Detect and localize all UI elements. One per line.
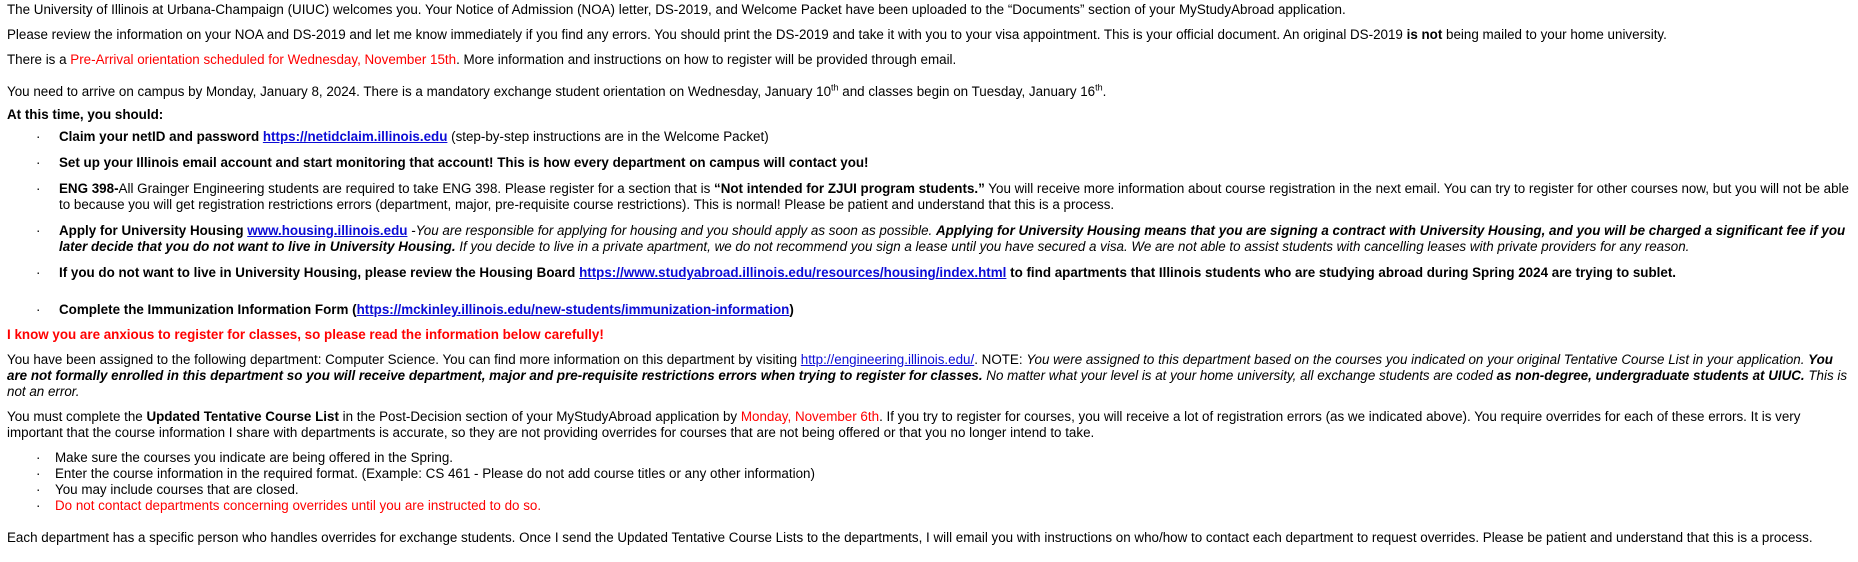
list-item-email: · Set up your Illinois email account and start monitoring that account! This is how every department on campus will contact you! [36,155,869,170]
department-paragraph: You have been assigned to the following department: Computer Science. You can find more information on this department by visiting http://engineering.illinois.edu/. NOTE: You were assigned to this department based on the courses you indicated on your original Tentative Course List in your application. You are not formally enrolled in this department so you will receive department, major and pre-requisite restrictions errors when trying to register for classes. No matter what your level is at your home university, all exchange students are coded as non-degree, undergraduate students at UIUC. This is not an error. [7,352,1848,399]
bullet: · [36,302,41,317]
engineering-link[interactable]: http://engineering.illinois.edu/ [800,352,975,367]
bullet: · [36,155,41,170]
intro-line-2: Please review the information on your NOA and DS-2019 and let me know immediately if you find any errors. You should print the DS-2019 and take it with you to your visa appointment. This is your official document. An original DS-2019 is not being mailed to your home university. [7,27,1667,42]
immunization-link[interactable]: https://mckinley.illinois.edu/new-students/immunization-information [356,302,790,317]
list-item-immunization: · Complete the Immunization Information Form (https://mckinley.illinois.edu/new-students/immunization-information) [36,302,794,317]
bullet: · [36,482,41,497]
bullet: · [36,498,41,513]
bullet: · [36,265,41,280]
housing-board-link[interactable]: https://www.studyabroad.illinois.edu/resources/housing/index.html [579,265,1007,280]
list-item-housing-board: · If you do not want to live in University Housing, please review the Housing Board https://www.studyabroad.illinois.edu/resources/housing/index.html to find apartments that Illinois students who are studying abroad during Spring 2024 are trying to sublet. [36,265,1677,280]
course-list-instructions [7,450,1851,514]
list-item-housing: · Apply for University Housing www.housing.illinois.edu -You are responsible for applying for housing and you should apply as soon as possible. Applying for University Housing means that you are signing a contract with University Housing, and you will be charged a significant fee if you later decide that you do not want to live in University Housing. If you decide to live in a private apartment, we do not recommend you sign a lease until you have secured a visa. We are not able to assist students with cancelling leases with private providers for any reason. [36,223,1846,254]
intro-line-1: The University of Illinois at Urbana-Champaign (UIUC) welcomes you. Your Notice of Admission (NOA) letter, DS-2019, and Welcome Packet have been uploaded to the “Documents” section of your MyStudyAbroad application. [7,2,1346,17]
netid-claim-link[interactable]: https://netidclaim.illinois.edu [262,129,448,144]
housing-link[interactable]: www.housing.illinois.edu [247,223,408,238]
orientation-date: Pre-Arrival orientation scheduled for Wednesday, November 15th [70,52,457,67]
bullet: · [36,129,41,144]
list-item: · Do not contact departments concerning overrides until you are instructed to do so. [36,498,542,513]
deadline-date: Monday, November 6th [740,409,880,424]
tentative-course-list-paragraph: You must complete the Updated Tentative Course List in the Post-Decision section of your MyStudyAbroad application by Monday, November 6th. If you try to register for courses, you will receive a lot of registration errors (as we indicated above). You require overrides for each of these errors. It is very important that the course information I share with departments is accurate, so they are not providing overrides for courses that are not being offered or that you no longer intend to take. [7,409,1801,440]
list-item-netid: · Claim your netID and password https://netidclaim.illinois.edu (step-by-step instructions are in the Welcome Packet) [36,129,769,144]
registration-warning: I know you are anxious to register for classes, so please read the information below carefully! [7,327,604,342]
intro-line-4: You need to arrive on campus by Monday, January 8, 2024. There is a mandatory exchange student orientation on Wednesday, January 10th and classes begin on Tuesday, January 16th. [7,82,1107,99]
bullet: · [36,223,41,238]
intro-line-3: There is a Pre-Arrival orientation scheduled for Wednesday, November 15th. More information and instructions on how to register will be provided through email. [7,52,957,67]
list-item: · Enter the course information in the required format. (Example: CS 461 - Please do not add course titles or any other information) [36,466,815,481]
list-item: · You may include courses that are closed. [36,482,299,497]
list-item-eng398: · ENG 398-All Grainger Engineering students are required to take ENG 398. Please register for a section that is “Not intended for ZJUI program students.” You will receive more information about course registration in the next email. You can try to register for other courses now, but you will not be able to because you will get registration restrictions errors (department, major, pre-requisite course restrictions). This is normal! Please be patient and understand that this is a process. [36,181,1849,212]
closing-paragraph: Each department has a specific person who handles overrides for exchange students. Once I send the Updated Tentative Course Lists to the departments, I will email you with instructions on who/how to contact each department to request overrides. Please be patient and understand that this is a process. [7,530,1813,545]
bullet: · [36,450,41,465]
list-item: · Make sure the courses you indicate are being offered in the Spring. [36,450,453,465]
at-this-time-heading: At this time, you should: [7,107,164,122]
bullet: · [36,466,41,481]
bullet: · [36,181,41,196]
